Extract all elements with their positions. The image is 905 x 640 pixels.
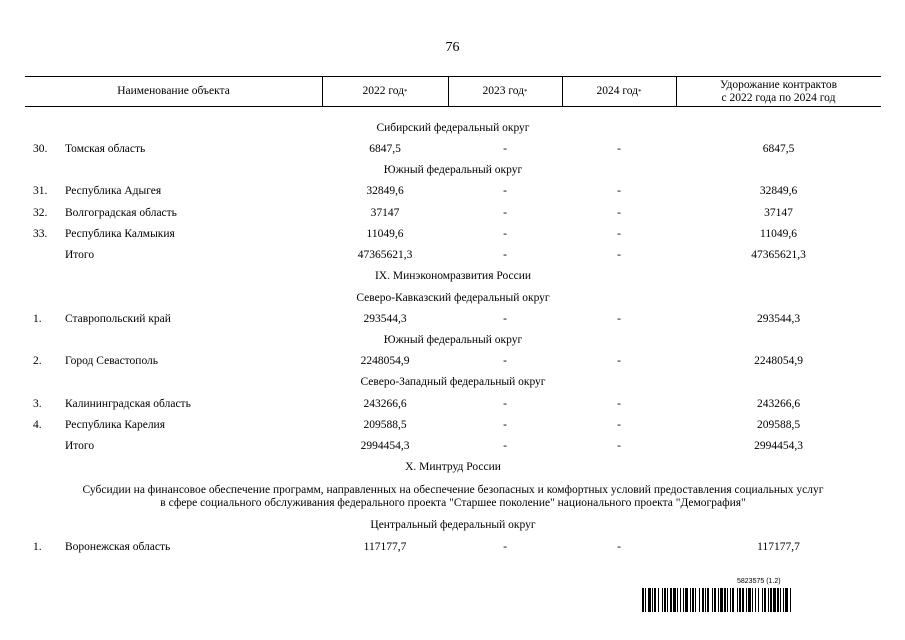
row-number: 1. [33, 313, 42, 325]
row-2022-value: 209588,5 [363, 419, 407, 431]
subsidy-description [25, 484, 881, 510]
row-2024-value: - [617, 541, 621, 553]
row-total-value: 243266,6 [756, 398, 801, 410]
header-2024-column: 2024 год * [596, 85, 642, 97]
row-total-value: 11049,6 [760, 228, 797, 240]
row-2024-value: - [617, 143, 621, 155]
row-2022-value: 2994454,3 [360, 440, 410, 452]
row-number: 30. [33, 143, 48, 155]
table-row [0, 185, 905, 203]
row-2024-value: - [617, 440, 621, 452]
row-2023-value: - [503, 207, 507, 219]
row-total-value: 2994454,3 [754, 440, 803, 452]
table-row [0, 143, 905, 161]
row-number: 4. [33, 419, 42, 431]
row-2024-value: - [617, 313, 621, 325]
row-total-value: 2248054,9 [754, 355, 803, 367]
header-total-label-line1: Удорожание контрактов [719, 78, 838, 91]
section-heading: Северо-Западный федеральный округ [360, 376, 546, 388]
row-total-value: 47365621,3 [751, 249, 806, 261]
row-total-value: 37147 [764, 207, 793, 219]
row-total-value: 293544,3 [756, 313, 801, 325]
row-2024-value: - [617, 228, 621, 240]
header-2023-column: 2023 год * [482, 85, 528, 97]
header-2024-label: 2024 год [596, 85, 639, 97]
table-row [0, 541, 905, 559]
section-heading: Южный федеральный округ [383, 164, 523, 176]
subsidy-description-line: в сфере социального обслуживания федерального проекта "Старшее поколение" национального проекта "Демография" [160, 497, 746, 509]
ministry-heading: IX. Минэкономразвития России [374, 270, 532, 282]
row-2024-value: - [617, 419, 621, 431]
row-number: 31. [33, 185, 48, 197]
row-name: Республика Адыгея [65, 185, 162, 197]
page-number: 76 [445, 40, 460, 55]
row-name: Город Севастополь [65, 355, 159, 367]
table-row [0, 419, 905, 437]
barcode-bar [791, 588, 792, 612]
row-2023-value: - [503, 419, 507, 431]
table-row-total [0, 249, 905, 267]
row-total-value: 117177,7 [757, 541, 800, 553]
header-2022-label: 2022 год [362, 85, 405, 97]
row-2022-value: 32849,6 [366, 185, 404, 197]
row-name: Итого [65, 440, 95, 452]
header-total-label-line2: с 2022 года по 2024 год [721, 91, 836, 104]
barcode-image [642, 588, 882, 612]
header-2022-column: 2022 год * [362, 85, 408, 97]
row-number: 33. [33, 228, 48, 240]
row-2023-value: - [503, 185, 507, 197]
barcode-caption: 5823575 (1.2) [737, 578, 781, 585]
table-row [0, 228, 905, 246]
table-row [0, 207, 905, 225]
row-total-value: 209588,5 [756, 419, 801, 431]
row-2024-value: - [617, 398, 621, 410]
row-name: Итого [65, 249, 95, 261]
row-2023-value: - [503, 228, 507, 240]
row-2024-value: - [617, 207, 621, 219]
row-2023-value: - [503, 355, 507, 367]
section-heading: Северо-Кавказский федеральный округ [356, 292, 550, 304]
row-2022-value: 37147 [370, 207, 400, 219]
section-heading: Южный федеральный округ [383, 334, 523, 346]
row-2022-value: 47365621,3 [357, 249, 413, 261]
row-2022-value: 293544,3 [363, 313, 407, 325]
row-2024-value: - [617, 249, 621, 261]
row-2023-value: - [503, 249, 507, 261]
row-name: Республика Карелия [65, 419, 166, 431]
row-total-value: 32849,6 [759, 185, 798, 197]
row-number: 1. [33, 541, 42, 553]
row-number: 2. [33, 355, 42, 367]
table-row [0, 313, 905, 331]
header-name-label: Наименование объекта [117, 85, 230, 97]
row-2023-value: - [503, 541, 507, 553]
section-heading: Центральный федеральный округ [370, 519, 536, 531]
row-2022-value: 117177,7 [363, 541, 407, 553]
row-2022-value: 2248054,9 [360, 355, 410, 367]
row-name: Ставропольский край [65, 313, 171, 325]
row-name: Волгоградская область [65, 207, 177, 219]
row-2024-value: - [617, 355, 621, 367]
row-2022-value: 6847,5 [369, 143, 401, 155]
row-2022-value: 243266,6 [363, 398, 407, 410]
table-row [0, 355, 905, 373]
row-2023-value: - [503, 398, 507, 410]
row-name: Калининградская область [65, 398, 191, 410]
row-number: 3. [33, 398, 42, 410]
row-2024-value: - [617, 185, 621, 197]
subsidy-description-line: Субсидии на финансовое обеспечение программ, направленных на обеспечение безопасных и комфортных условий предоставления социальных услуг [82, 484, 824, 496]
row-2022-value: 11049,6 [366, 228, 404, 240]
row-name: Республика Калмыкия [65, 228, 175, 240]
table-row [0, 398, 905, 416]
section-heading: Сибирский федеральный округ [376, 122, 530, 134]
header-name-column [25, 77, 322, 106]
header-2023-label: 2023 год [482, 85, 525, 97]
row-2023-value: - [503, 143, 507, 155]
row-name: Томская область [65, 143, 146, 155]
row-number: 32. [33, 207, 48, 219]
row-name: Воронежская область [65, 541, 171, 553]
ministry-heading: X. Минтруд России [405, 461, 501, 473]
table-row-total [0, 440, 905, 458]
row-2023-value: - [503, 313, 507, 325]
header-total-column [676, 77, 881, 106]
row-total-value: 6847,5 [762, 143, 795, 155]
table-header-bottom-border [25, 106, 881, 107]
row-2023-value: - [503, 440, 507, 452]
